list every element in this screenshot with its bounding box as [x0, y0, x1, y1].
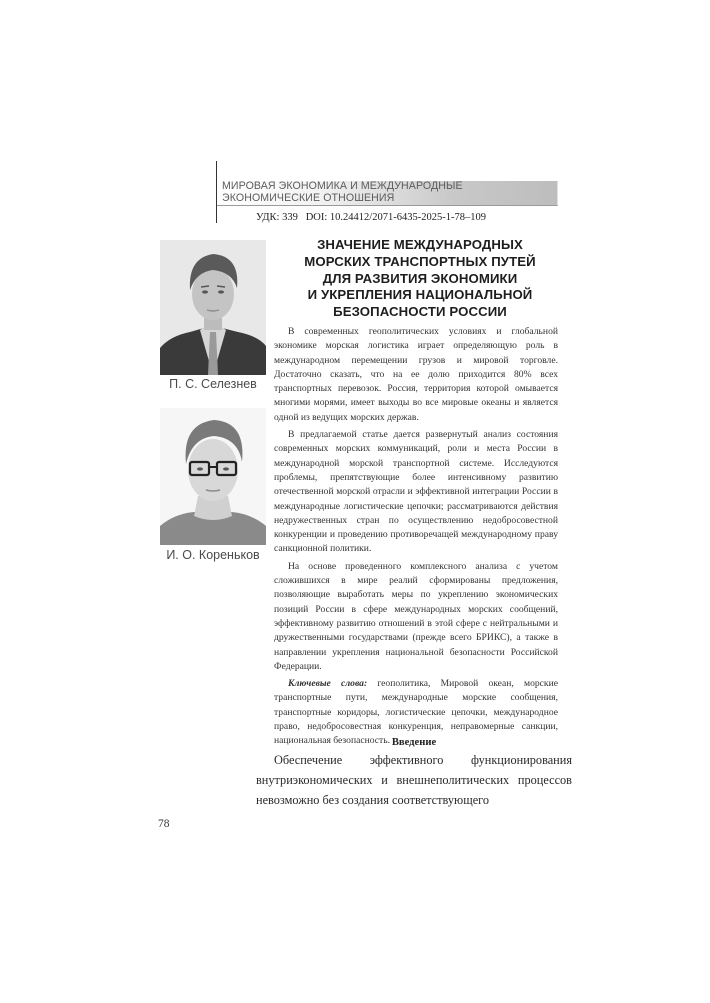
portrait-image — [160, 240, 266, 375]
title-line: ЗНАЧЕНИЕ МЕЖДУНАРОДНЫХ — [317, 237, 523, 252]
abstract — [274, 325, 558, 749]
keywords-label: Ключевые слова: — [288, 678, 368, 690]
udc-doi-line: УДК: 339 DOI: 10.24412/2071-6435-2025-1-78–109 — [256, 212, 486, 223]
author-photo-seleznev — [160, 240, 266, 375]
section-heading-introduction: Введение — [391, 737, 437, 748]
portrait-image — [160, 408, 266, 545]
introduction-body — [256, 751, 572, 810]
section-title: МИРОВАЯ ЭКОНОМИКА И МЕЖДУНАРОДНЫЕ ЭКОНОМИЧЕСКИЕ ОТНОШЕНИЯ — [222, 180, 463, 204]
title-line: ДЛЯ РАЗВИТИЯ ЭКОНОМИКИ — [322, 270, 518, 286]
abstract-paragraph: В предлагаемой статье дается развернутый анализ состояния современных морских коммуникаций, роли и места России в международной морской транспортной системе. Исследуются проблемы, препятствующие более интенсивному развитию отечественной морской отрасли и эффективной интеграции России в международные логистические цепочки; рассматриваются действия недружественных стран по осуществлению недобросовестной конкуренции и проведению противоречащей международному праву санкционной политики. — [274, 429, 558, 555]
title-line: И УКРЕПЛЕНИЯ НАЦИОНАЛЬНОЙ — [307, 287, 533, 303]
author-name-caption: П. С. Селезнев — [169, 377, 257, 391]
author-photo-korenkov — [160, 408, 266, 545]
keywords-text: геополитика, Мировой океан, морские транспортные пути, международные морские сообщения, транспортные коридоры, логистические цепочки, международное право, недобросовестная конкуренция, неправомерные санкции, национальная безопасность. — [274, 678, 558, 747]
title-line: МОРСКИХ ТРАНСПОРТНЫХ ПУТЕЙ — [304, 253, 536, 269]
page-number: 78 — [158, 818, 170, 830]
title-line: БЕЗОПАСНОСТИ РОССИИ — [333, 304, 507, 320]
abstract-paragraph: На основе проведенного комплексного анализа с учетом сложившихся в мире реалий сформированы предложения, позволяющие выработать меры по укреплению экономических позиций России в сфере международных морских сообщений, эффективному развитию отношений в этой сфере с нейтральными и дружественными государствами (прежде всего БРИКС), а также в направлении укрепления национальной безопасности Российской Федерации. — [274, 560, 558, 672]
abstract-paragraph: В современных геополитических условиях и глобальной экономике морская логистика играет определяющую роль в международном перемещении грузов и мировой торговле. Достаточно сказать, что на ее долю приходится 80% всех транспортных перевозок. Россия, территория которой омывается многими морями, имеет выходы во все мировые океаны и является одной из ведущих морских держав. — [274, 326, 558, 423]
article-title — [270, 237, 570, 321]
introduction-paragraph: Обеспечение эффективного функционирования внутриэкономических и внешнеполитических процессов невозможно без создания соответствующего — [256, 753, 572, 807]
author-name-caption: И. О. Кореньков — [166, 548, 260, 562]
